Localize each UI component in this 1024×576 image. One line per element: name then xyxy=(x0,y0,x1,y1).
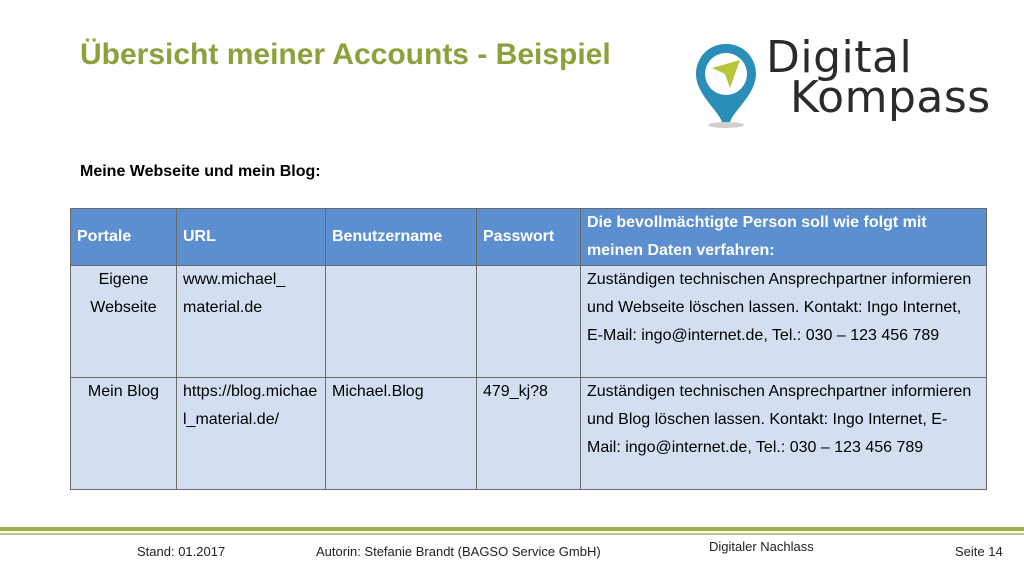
footer-divider xyxy=(0,527,1024,531)
table-row xyxy=(71,378,987,490)
cell-portal: Mein Blog xyxy=(71,378,177,490)
location-pin-icon xyxy=(690,38,762,128)
slide-title: Übersicht meiner Accounts - Beispiel xyxy=(80,38,611,71)
cell-username xyxy=(326,266,477,378)
section-subtitle: Meine Webseite und mein Blog: xyxy=(80,163,321,180)
cell-password xyxy=(477,266,581,378)
cell-instruction: Zuständigen technischen Ansprechpartner informieren und Webseite löschen lassen. Kontakt: Ingo Internet, E-Mail: ingo@internet.de, Tel.: 030 – 123 456 789 xyxy=(581,266,987,378)
header-anweisung: Die bevollmächtigte Person soll wie folgt mit meinen Daten verfahren: xyxy=(581,209,987,266)
logo-line1: Digital xyxy=(766,32,913,83)
header-portale: Portale xyxy=(71,209,177,266)
cell-url: https://blog.michael_material.de/ xyxy=(177,378,326,490)
footer-page-number: Seite 14 xyxy=(955,544,1003,559)
cell-username: Michael.Blog xyxy=(326,378,477,490)
digital-kompass-logo xyxy=(690,32,991,128)
cell-password: 479_kj?8 xyxy=(477,378,581,490)
table-row xyxy=(71,266,987,378)
footer-topic: Digitaler Nachlass xyxy=(709,539,814,554)
header-benutzername: Benutzername xyxy=(326,209,477,266)
logo-wordmark xyxy=(766,32,991,123)
accounts-table xyxy=(70,208,987,490)
cell-portal: Eigene Webseite xyxy=(71,266,177,378)
cell-url: www.michael_ material.de xyxy=(177,266,326,378)
logo-line2: Kompass xyxy=(790,72,991,123)
footer-stand: Stand: 01.2017 xyxy=(137,544,226,559)
footer-divider-thin xyxy=(0,533,1024,535)
footer-author: Autorin: Stefanie Brandt (BAGSO Service GmbH) xyxy=(316,544,601,559)
header-url: URL xyxy=(177,209,326,266)
cell-instruction: Zuständigen technischen Ansprechpartner informieren und Blog löschen lassen. Kontakt: Ingo Internet, E-Mail: ingo@internet.de, Tel.: 030 – 123 456 789 xyxy=(581,378,987,490)
header-passwort: Passwort xyxy=(477,209,581,266)
table-header-row xyxy=(71,209,987,266)
